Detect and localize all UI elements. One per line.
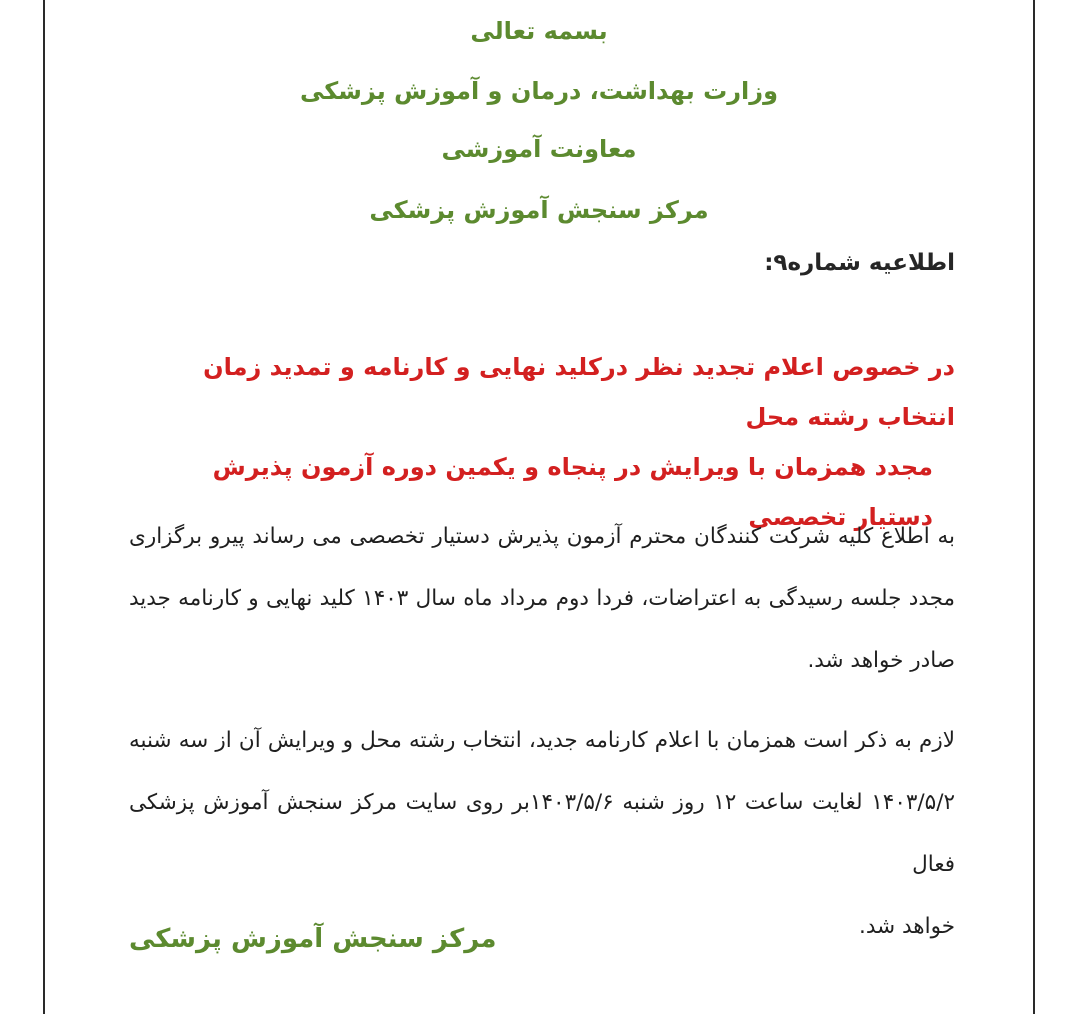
paragraph-1-line-3: صادر خواهد شد.	[807, 648, 955, 673]
subject-line-1: در خصوص اعلام تجدید نظر درکلید نهایی و کارنامه و تمدید زمان انتخاب رشته محل	[203, 353, 955, 431]
paragraph-1-line-1: به اطلاع کلیه شرکت کنندگان محترم آزمون پذیرش دستیار تخصصی می رساند پیرو برگزاری	[129, 524, 955, 549]
ministry-heading: وزارت بهداشت، درمان و آموزش پزشکی	[300, 77, 778, 105]
paragraph-1-line-2: مجدد جلسه رسیدگی به اعتراضات، فردا دوم مرداد ماه سال ۱۴۰۳ کلید نهایی و کارنامه جدید	[129, 586, 956, 611]
paragraph-2-line-3: خواهد شد.	[859, 914, 955, 939]
center-heading: مرکز سنجش آموزش پزشکی	[369, 196, 709, 224]
signature-center: مرکز سنجش آموزش پزشکی	[129, 924, 497, 954]
invocation-heading: بسمه تعالی	[470, 17, 608, 45]
announcement-paragraph-1	[129, 506, 955, 692]
subject-line-2: مجدد همزمان با ویرایش در پنجاه و یکمین دوره آزمون پذیرش دستیار تخصصی	[212, 453, 933, 531]
deputy-heading: معاونت آموزشی	[441, 135, 637, 163]
paragraph-2-line-2: ۱۴۰۳/۵/۲ لغایت ساعت ۱۲ روز شنبه ۱۴۰۳/۵/۶بر روی سایت مرکز سنجش آموزش پزشکی فعال	[129, 790, 955, 877]
notice-number: اطلاعیه شماره۹:	[764, 250, 955, 276]
announcement-paragraph-2	[129, 710, 955, 958]
paragraph-2-line-1: لازم به ذکر است همزمان با اعلام کارنامه جدید، انتخاب رشته محل و ویرایش آن از سه شنبه	[129, 728, 955, 753]
document-page	[43, 0, 1035, 1014]
